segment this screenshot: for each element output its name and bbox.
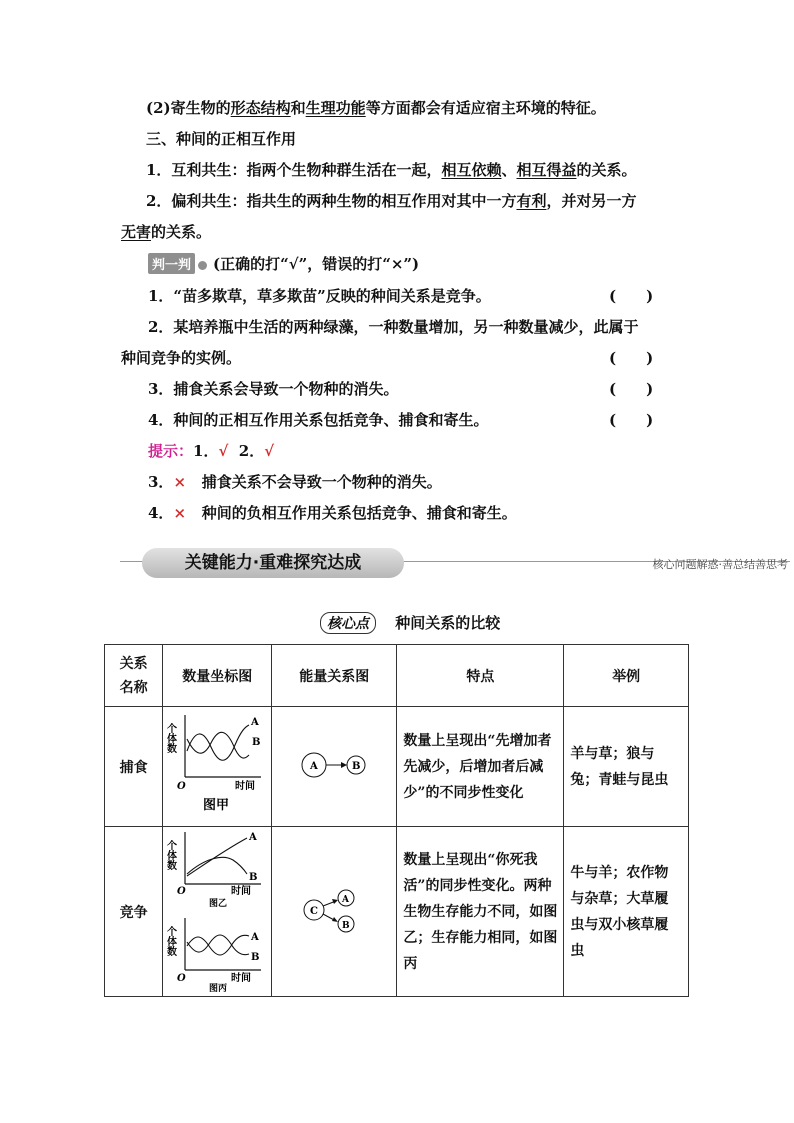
judge-header: 判一判 (正确的打“√”，错误的打“×”) <box>148 253 419 274</box>
header-feature: 特点 <box>397 645 564 707</box>
answer-blank-4[interactable]: ( ) <box>609 411 654 429</box>
cross-icon: × <box>173 504 187 522</box>
svg-text:时间: 时间 <box>231 972 252 984</box>
question-4: 4．种间的正相互作用关系包括竞争、捕食和寄生。 <box>148 411 489 429</box>
cross-icon: × <box>173 473 187 491</box>
svg-text:C: C <box>310 905 319 917</box>
svg-text:B: B <box>352 760 361 772</box>
cell-competition-name: 竞争 <box>105 827 163 997</box>
header-coord: 数量坐标图 <box>163 645 272 707</box>
banner-side-text: 核心问题解惑·善总结善思考 <box>652 558 788 571</box>
label-b: B <box>252 736 261 748</box>
svg-text:个体数: 个体数 <box>165 839 176 870</box>
question-2-cont: 种间竞争的实例。 <box>121 349 242 367</box>
check-icon: √ <box>218 442 229 460</box>
section-banner <box>120 548 790 578</box>
header-example: 举例 <box>564 645 689 707</box>
svg-text:B: B <box>251 951 260 963</box>
curve-a <box>187 725 249 760</box>
table-row-predation <box>105 707 689 827</box>
svg-text:A: A <box>310 760 319 772</box>
y-axis-label: 个体数 <box>165 722 176 753</box>
cell-competition-graph <box>163 827 272 997</box>
cell-predation-name: 捕食 <box>105 707 163 827</box>
check-icon: √ <box>264 442 275 460</box>
svg-text:B: B <box>249 871 258 883</box>
energy-diagram-predation <box>294 745 374 785</box>
cell-competition-energy <box>272 827 397 997</box>
svg-text:A: A <box>342 894 350 905</box>
svg-text:图丙: 图丙 <box>209 983 228 992</box>
table-row-competition <box>105 827 689 997</box>
question-3: 3．捕食关系会导致一个物种的消失。 <box>148 380 399 398</box>
graph-jia <box>165 709 269 821</box>
commensalism-line: 2．偏利共生：指共生的两种生物的相互作用对其中一方有利，并对另一方 <box>146 192 637 210</box>
relation-table <box>104 644 689 997</box>
answer-blank-2[interactable]: ( ) <box>609 349 654 367</box>
svg-text:A: A <box>249 831 257 843</box>
svg-text:B: B <box>342 920 350 931</box>
core-point-tag: 核心点 <box>320 612 376 634</box>
cell-predation-graph <box>163 707 272 827</box>
answer-4: 4．× 种间的负相互作用关系包括竞争、捕食和寄生。 <box>148 504 517 522</box>
header-name: 关系 名称 <box>105 645 163 707</box>
svg-text:O: O <box>177 885 186 897</box>
hint-line: 提示：1．√ 2．√ <box>148 442 275 460</box>
svg-text:时间: 时间 <box>231 885 252 897</box>
dot-icon <box>198 261 207 270</box>
banner-title: 关键能力·重难探究达成 <box>142 548 404 578</box>
mutualism-line: 1．互利共生：指两个生物种群生活在一起，相互依赖、相互得益的关系。 <box>146 161 637 179</box>
label-a: A <box>251 716 259 728</box>
section-heading: 三、种间的正相互作用 <box>146 130 297 148</box>
graph-caption: 图甲 <box>203 797 230 813</box>
svg-text:A: A <box>251 931 259 943</box>
origin-label: O <box>177 780 186 792</box>
para-2-parasite: (2)寄生物的形态结构和生理功能等方面都会有适应宿主环境的特征。 <box>146 99 606 117</box>
x-axis-label: 时间 <box>235 780 256 792</box>
commensalism-line-2: 无害的关系。 <box>121 223 212 241</box>
cell-predation-example: 羊与草；狼与兔；青蛙与昆虫 <box>564 707 689 827</box>
core-point-heading: 核心点 种间关系的比较 <box>320 612 500 634</box>
graph-yi-bing <box>165 828 269 992</box>
question-1: 1．“苗多欺草，草多欺苗”反映的种间关系是竞争。 <box>148 287 491 305</box>
header-energy: 能量关系图 <box>272 645 397 707</box>
cell-competition-feature: 数量上呈现出“你死我活”的同步性变化。两种生物生存能力不同，如图乙；生存能力相同，如图丙 <box>397 827 564 997</box>
curve-b <box>187 857 247 874</box>
answer-blank-1[interactable]: ( ) <box>609 287 654 305</box>
svg-text:个体数: 个体数 <box>165 925 176 956</box>
cell-predation-feature: 数量上呈现出“先增加者先减少，后增加者后减少”的不同步性变化 <box>397 707 564 827</box>
cell-competition-example: 牛与羊；农作物与杂草；大草履虫与双小核草履虫 <box>564 827 689 997</box>
judge-tag: 判一判 <box>148 253 195 274</box>
answer-blank-3[interactable]: ( ) <box>609 380 654 398</box>
svg-text:O: O <box>177 972 186 984</box>
question-2: 2．某培养瓶中生活的两种绿藻，一种数量增加，另一种数量减少，此属于 <box>148 318 639 336</box>
answer-3: 3．× 捕食关系不会导致一个物种的消失。 <box>148 473 442 491</box>
cell-predation-energy <box>272 707 397 827</box>
energy-diagram-competition <box>294 880 374 940</box>
svg-text:图乙: 图乙 <box>209 898 228 909</box>
curve-a <box>187 838 247 876</box>
